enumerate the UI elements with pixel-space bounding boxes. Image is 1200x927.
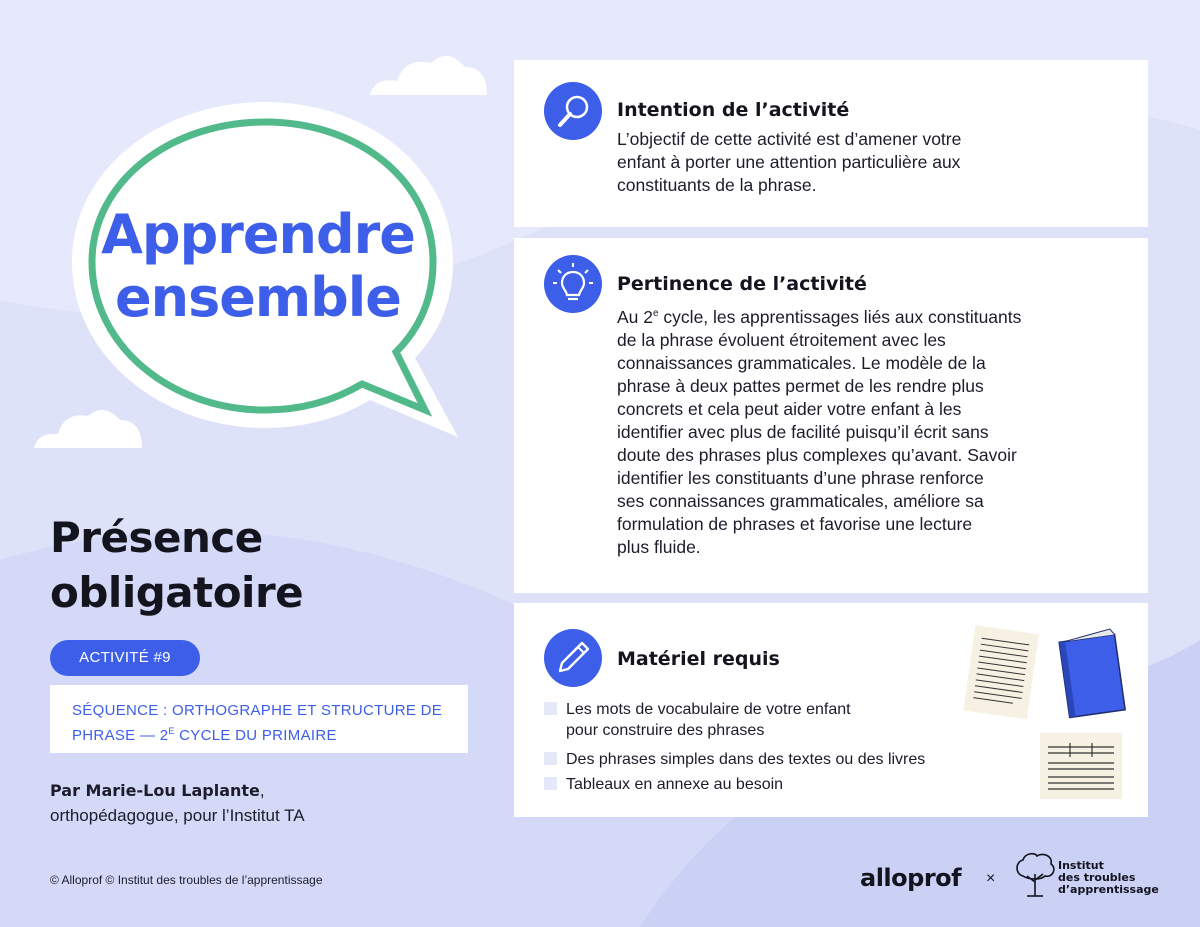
sequence-text: PHRASE — 2 (72, 727, 169, 744)
pertinence-line: ses connaissances grammaticales, améliore sa (617, 490, 984, 511)
intention-line: L’objectif de cette activité est d’amener votre (617, 129, 962, 149)
author-role: orthopédagogue, pour l’Institut TA (50, 806, 305, 825)
table-sheet-icon (1040, 733, 1122, 799)
pertinence-line (617, 302, 1117, 329)
intention-line: enfant à porter une attention particulière aux (617, 152, 961, 172)
page-title-line1: Présence (50, 513, 263, 562)
paper-sheet-icon (957, 623, 1042, 723)
page-title (50, 510, 303, 620)
pertinence-card (514, 238, 1148, 593)
intention-line: constituants de la phrase. (617, 175, 817, 195)
author-block: Par Marie-Lou Laplante, orthopédagogue, pour l’Institut TA (50, 781, 305, 825)
magnifier-icon (544, 82, 602, 140)
times-separator: × (986, 870, 996, 887)
list-item (544, 749, 925, 770)
ita-line: d’apprentissage (1058, 883, 1159, 896)
alloprof-logo: alloprof (860, 864, 962, 892)
checkbox-icon (544, 752, 557, 765)
materiel-list (544, 699, 925, 795)
author-name: Par Marie-Lou Laplante (50, 781, 260, 800)
pertinence-text: cycle, les apprentissages liés aux constituants (658, 306, 1022, 327)
cloud-decoration (365, 45, 495, 105)
sequence-line1: SÉQUENCE : ORTHOGRAPHE ET STRUCTURE DE (72, 702, 443, 719)
ita-line: Institut (1058, 859, 1104, 872)
pertinence-title: Pertinence de l’activité (617, 273, 867, 295)
intention-card (514, 60, 1148, 227)
pencil-icon (544, 629, 602, 687)
intention-body (617, 128, 1117, 197)
pertinence-text: Au 2 (617, 306, 653, 327)
copyright: © Alloprof © Institut des troubles de l’apprentissage (50, 873, 323, 887)
sequence-sup: E (168, 726, 175, 736)
list-item-text: Des phrases simples dans des textes ou des livres (566, 751, 926, 768)
sequence-box (50, 685, 468, 753)
sequence-text: CYCLE DU PRIMAIRE (174, 727, 337, 744)
sequence-line2 (72, 721, 448, 746)
list-item-text: Tableaux en annexe au besoin (566, 776, 784, 793)
materiel-card (514, 603, 1148, 817)
pertinence-line: doute des phrases plus complexes qu’avant. Savoir (617, 444, 1017, 465)
list-item-text: pour construire des phrases (566, 722, 765, 739)
materiel-title: Matériel requis (617, 648, 780, 670)
pertinence-sup: e (653, 308, 659, 319)
list-item (544, 699, 925, 741)
ita-logo-text (1058, 860, 1159, 896)
book-icon (1052, 628, 1132, 723)
pertinence-line: phrase à deux pattes permet de les rendre plus (617, 375, 984, 396)
intention-title: Intention de l’activité (617, 99, 850, 121)
pertinence-line: identifier avec plus de facilité puisqu’il écrit sans (617, 421, 989, 442)
pertinence-line: formulation de phrases et favorise une lecture (617, 513, 973, 534)
activity-badge: ACTIVITÉ #9 (50, 640, 200, 676)
pertinence-body (617, 302, 1117, 559)
list-item-text: Les mots de vocabulaire de votre enfant (566, 701, 851, 718)
checkbox-icon (544, 777, 557, 790)
page-title-line2: obligatoire (50, 568, 304, 617)
pertinence-line: concrets et cela peut aider votre enfant à les (617, 398, 962, 419)
pertinence-line: connaissances grammaticales. Le modèle de la (617, 352, 986, 373)
list-item (544, 774, 925, 795)
brain-tree-icon (1013, 850, 1057, 900)
pertinence-line: plus fluide. (617, 536, 701, 557)
lightbulb-icon (544, 255, 602, 313)
pertinence-line: de la phrase évoluent étroitement avec les (617, 329, 946, 350)
checkbox-icon (544, 702, 557, 715)
ita-line: des troubles (1058, 871, 1136, 884)
bubble-title-line2: ensemble (115, 266, 401, 329)
pertinence-line: identifier les constituants d’une phrase renforce (617, 467, 984, 488)
bubble-title-line1: Apprendre (101, 203, 415, 266)
